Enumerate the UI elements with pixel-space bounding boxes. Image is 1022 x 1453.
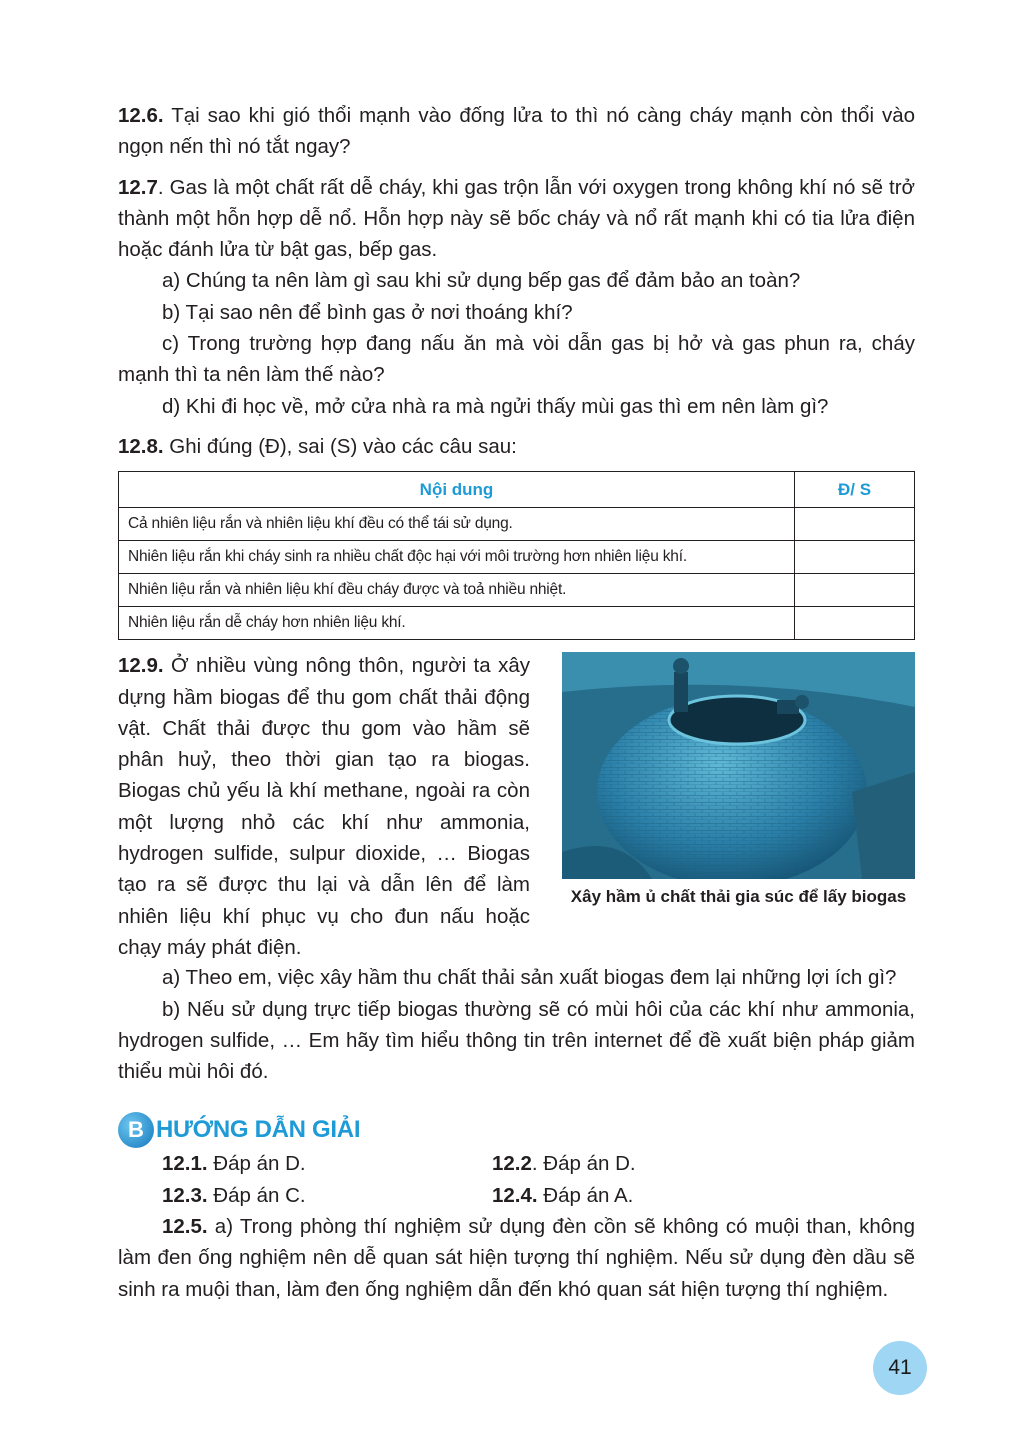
answer-12-2: 12.2. Đáp án D. — [492, 1152, 636, 1176]
question-12-9-a: a) Theo em, việc xây hầm thu chất thải sản xuất biogas đem lại những lợi ích gì? — [162, 966, 897, 990]
answers-row-2 — [118, 1180, 915, 1211]
section-b-title: HƯỚNG DẪN GIẢI — [156, 1116, 361, 1144]
table-row — [119, 508, 915, 541]
question-12-7: 12.7. Gas là một chất rất dễ cháy, khi gas trộn lẫn với oxygen trong không khí nó sẽ trở thành một hỗn hợp dễ nổ. Hỗn hợp này sẽ bốc cháy và nổ rất mạnh khi có tia lửa điện hoặc đánh lửa từ bật gas, bếp gas. — [118, 175, 915, 262]
answer-cell[interactable] — [795, 607, 915, 640]
table-row — [119, 574, 915, 607]
table-row — [119, 607, 915, 640]
answer-cell[interactable] — [795, 574, 915, 607]
biogas-figure — [562, 652, 915, 908]
statement-cell: Nhiên liệu rắn khi cháy sinh ra nhiều chất độc hại với môi trường hơn nhiên liệu khí. — [119, 541, 795, 574]
table-row — [119, 541, 915, 574]
question-12-8: 12.8. Ghi đúng (Đ), sai (S) vào các câu sau: — [118, 434, 517, 458]
page-number: 41 — [873, 1341, 927, 1395]
answer-cell[interactable] — [795, 508, 915, 541]
question-12-7-a: a) Chúng ta nên làm gì sau khi sử dụng bếp gas để đảm bảo an toàn? — [162, 269, 801, 293]
statement-cell: Nhiên liệu rắn và nhiên liệu khí đều cháy được và toả nhiều nhiệt. — [119, 574, 795, 607]
answer-cell[interactable] — [795, 541, 915, 574]
answer-12-4: 12.4. Đáp án A. — [492, 1183, 634, 1207]
header-content: Nội dung — [119, 472, 795, 508]
question-12-7-d: d) Khi đi học về, mở cửa nhà ra mà ngửi thấy mùi gas thì em nên làm gì? — [162, 394, 829, 418]
answer-12-3: 12.3. Đáp án C. — [162, 1183, 306, 1207]
answer-12-1: 12.1. Đáp án D. — [162, 1152, 306, 1176]
question-12-7-c: c) Trong trường hợp đang nấu ăn mà vòi dẫn gas bị hở và gas phun ra, cháy mạnh thì ta nên làm thế nào? — [118, 332, 915, 387]
question-12-9-b: b) Nếu sử dụng trực tiếp biogas thường sẽ có mùi hôi của các khí như ammonia, hydrogen sulfide, … Em hãy tìm hiểu thông tin trên internet để đề xuất biện pháp giảm thiểu mùi hôi đó. — [118, 997, 915, 1084]
header-answer: Đ/ S — [795, 472, 915, 508]
answer-12-5: 12.5. a) Trong phòng thí nghiệm sử dụng đèn cồn sẽ không có muội than, không làm đen ống nghiệm nên dễ quan sát hiện tượng thí nghiệm. Nếu sử dụng đèn dầu sẽ sinh ra muội than, làm đen ống nghiệm dẫn đến khó quan sát hiện tượng thí nghiệm. — [118, 1215, 915, 1301]
biogas-tank-photo — [562, 652, 915, 879]
statement-cell: Cả nhiên liệu rắn và nhiên liệu khí đều có thể tái sử dụng. — [119, 508, 795, 541]
question-12-6: 12.6. Tại sao khi gió thổi mạnh vào đống lửa to thì nó càng cháy mạnh còn thổi vào ngọn nến thì nó tắt ngay? — [118, 104, 915, 159]
question-12-9: 12.9. Ở nhiều vùng nông thôn, người ta xây dựng hầm biogas để thu gom chất thải động vật. Chất thải được thu gom vào hầm sẽ phân huỷ, theo thời gian tạo ra biogas. Biogas chủ yếu là khí methane, ngoài ra còn một lượng nhỏ các khí như ammonia, hydrogen sulfide, sulpur dioxide, … Biogas tạo ra sẽ được thu lại và dẫn lên để làm nhiên liệu khí phục vụ cho đun nấu hoặc chạy máy phát điện. — [118, 654, 530, 959]
statement-cell: Nhiên liệu rắn dễ cháy hơn nhiên liệu khí. — [119, 607, 795, 640]
question-12-9-block — [118, 650, 915, 962]
section-b-badge-icon: B — [118, 1112, 154, 1148]
true-false-table — [118, 471, 915, 640]
section-b-heading — [118, 1112, 915, 1148]
figure-caption: Xây hầm ủ chất thải gia súc để lấy biogas — [570, 887, 907, 907]
answers-row-1 — [118, 1148, 915, 1179]
table-header-row — [119, 472, 915, 508]
page-content — [118, 100, 915, 1305]
question-12-7-b: b) Tại sao nên để bình gas ở nơi thoáng khí? — [162, 300, 573, 324]
